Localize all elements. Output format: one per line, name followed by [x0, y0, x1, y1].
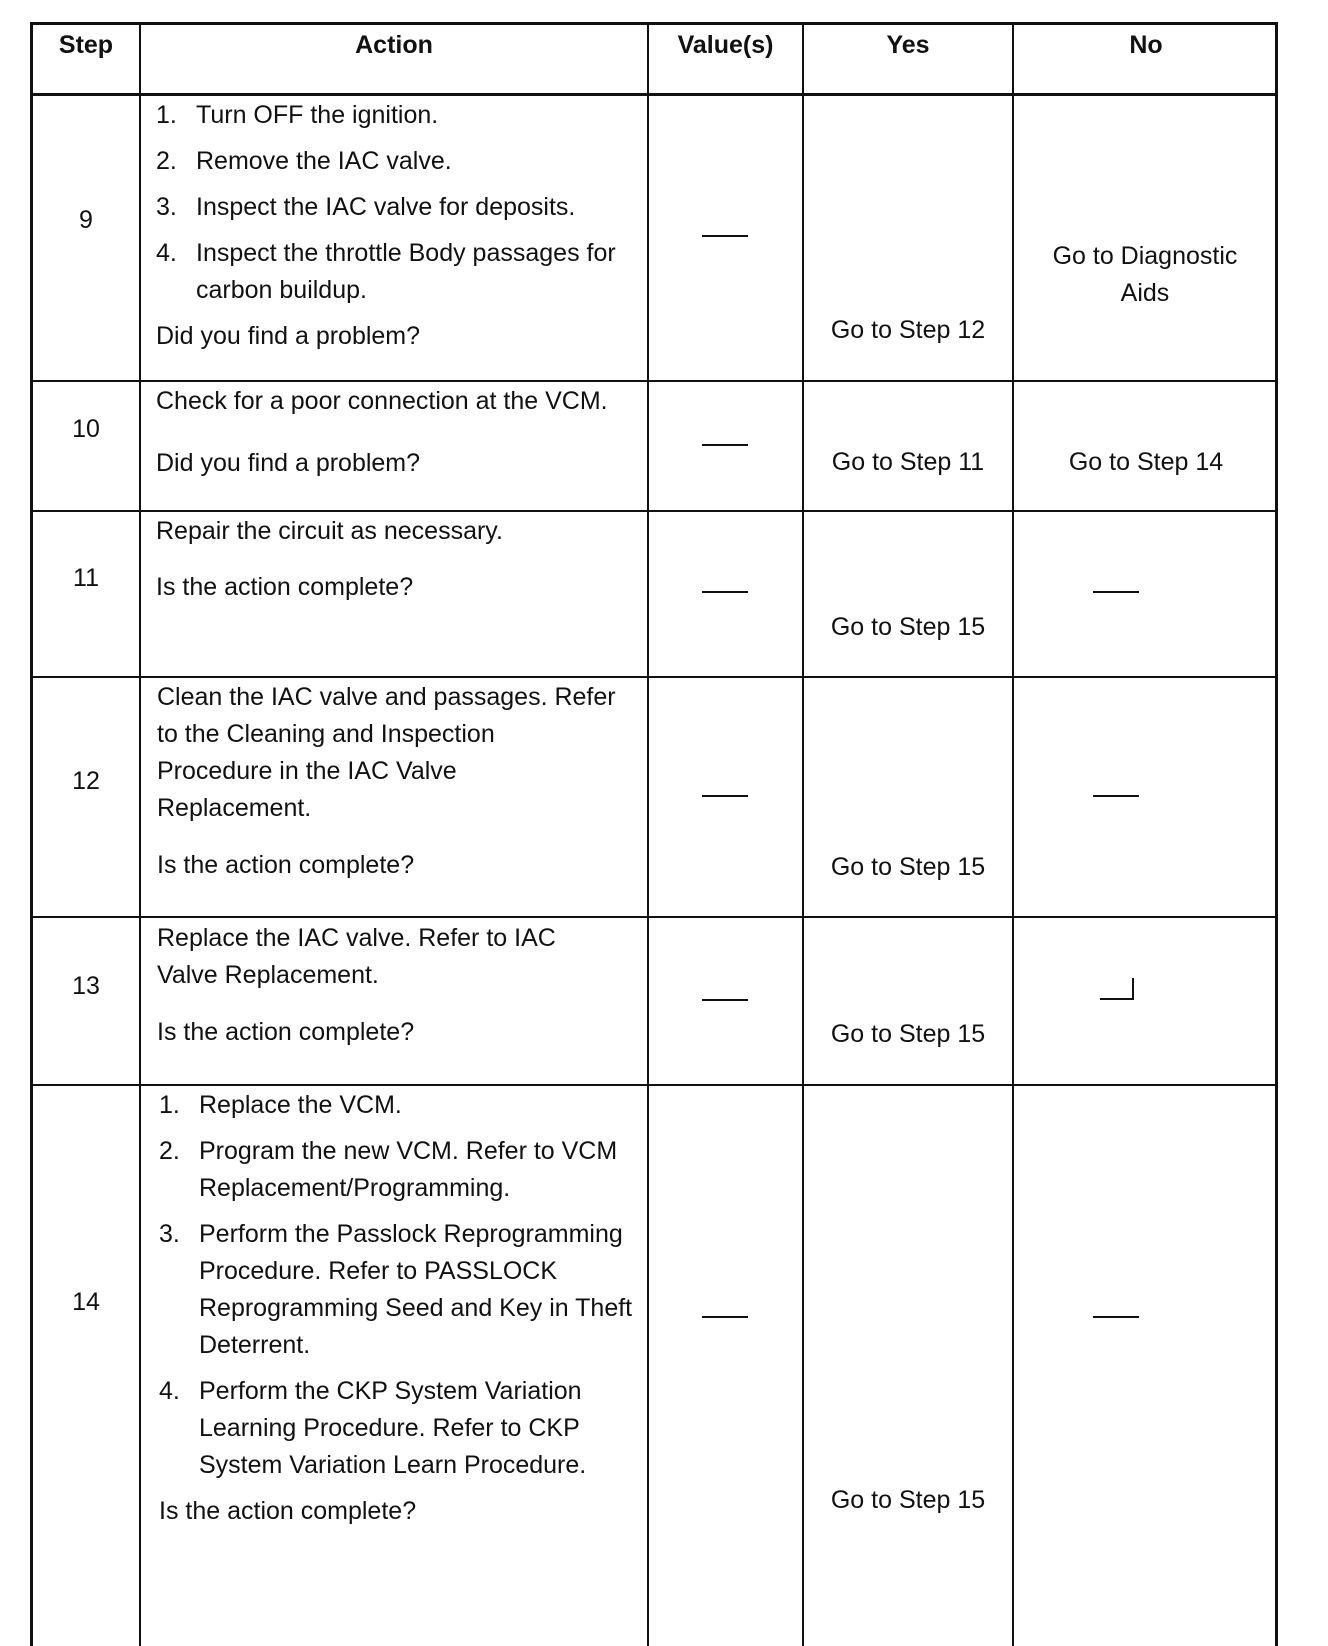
action-cell: [156, 513, 642, 606]
action-question: Is the action complete?: [157, 1018, 415, 1046]
action-question: Is the action complete?: [157, 851, 415, 879]
value-dash: [702, 235, 748, 237]
row-divider: [33, 676, 1275, 678]
value-dash: [702, 999, 748, 1001]
no-cell: Go to Step 14: [1068, 448, 1224, 476]
action-item: 2. Remove the IAC valve.: [156, 147, 452, 175]
value-dash: [702, 591, 748, 593]
action-text: Check for a poor connection at the VCM.: [156, 387, 608, 415]
step-number: 9: [79, 206, 93, 234]
action-question: Is the action complete?: [156, 572, 414, 601]
row-divider: [33, 93, 1275, 96]
action-question: Is the action complete?: [159, 1497, 417, 1525]
header-values: Value(s): [677, 31, 774, 59]
yes-cell: Go to Step 12: [830, 316, 986, 344]
action-item: 1. Turn OFF the ignition.: [156, 101, 439, 129]
no-dash: [1093, 591, 1139, 593]
col-divider: [647, 25, 649, 1646]
col-divider: [139, 25, 141, 1646]
action-text: Repair the circuit as necessary.: [156, 517, 503, 545]
action-item: 4. Inspect the throttle Body passages for carbon buildup.: [156, 239, 616, 304]
action-text: Replace the IAC valve. Refer to IAC Valve Replacement.: [157, 924, 556, 989]
row-divider: [33, 380, 1275, 382]
action-question: Did you find a problem?: [156, 448, 421, 477]
yes-cell: Go to Step 11: [831, 448, 985, 476]
no-dash: [1093, 795, 1139, 797]
header-action: Action: [355, 31, 433, 59]
header-no: No: [1129, 31, 1163, 59]
action-item: 3. Perform the Passlock Reprogramming Procedure. Refer to PASSLOCK Reprogramming Seed and Key in Theft Deterrent.: [159, 1220, 633, 1359]
bracket-mark-icon: [1100, 978, 1134, 1000]
diagnostic-table: [30, 22, 1278, 1646]
step-number: 13: [72, 972, 100, 1000]
action-cell: [157, 679, 617, 885]
header-step: Step: [58, 31, 114, 59]
row-divider: [33, 510, 1275, 512]
action-item: 1. Replace the VCM.: [159, 1091, 402, 1119]
step-number: 14: [72, 1288, 100, 1316]
yes-cell: Go to Step 15: [830, 1020, 986, 1048]
row-divider: [33, 1084, 1275, 1086]
row-divider: [33, 916, 1275, 918]
header-yes: Yes: [886, 31, 930, 59]
value-dash: [702, 795, 748, 797]
value-dash: [702, 444, 748, 446]
step-number: 11: [73, 564, 99, 592]
col-divider: [802, 25, 804, 1646]
action-item: 2. Program the new VCM. Refer to VCM Replacement/Programming.: [159, 1137, 618, 1202]
no-dash: [1093, 1316, 1139, 1318]
yes-cell: Go to Step 15: [830, 613, 986, 641]
action-cell: [156, 97, 642, 356]
action-cell: [156, 383, 642, 482]
yes-cell: Go to Step 15: [830, 1486, 986, 1514]
action-cell: [159, 1087, 639, 1531]
step-number: 12: [72, 767, 100, 795]
value-dash: [702, 1316, 748, 1318]
action-text: Clean the IAC valve and passages. Refer to the Cleaning and Inspection Procedure in the IAC Valve Replacement.: [157, 683, 616, 822]
action-cell: [157, 920, 617, 1052]
step-number: 10: [72, 415, 100, 443]
yes-cell: Go to Step 15: [830, 853, 986, 881]
col-divider: [1012, 25, 1014, 1646]
action-item: 3. Inspect the IAC valve for deposits.: [156, 193, 576, 221]
action-question: Did you find a problem?: [156, 322, 421, 350]
action-item: 4. Perform the CKP System Variation Learning Procedure. Refer to CKP System Variation Learn Procedure.: [159, 1377, 587, 1479]
no-cell: Go to Diagnostic Aids: [1052, 242, 1238, 307]
